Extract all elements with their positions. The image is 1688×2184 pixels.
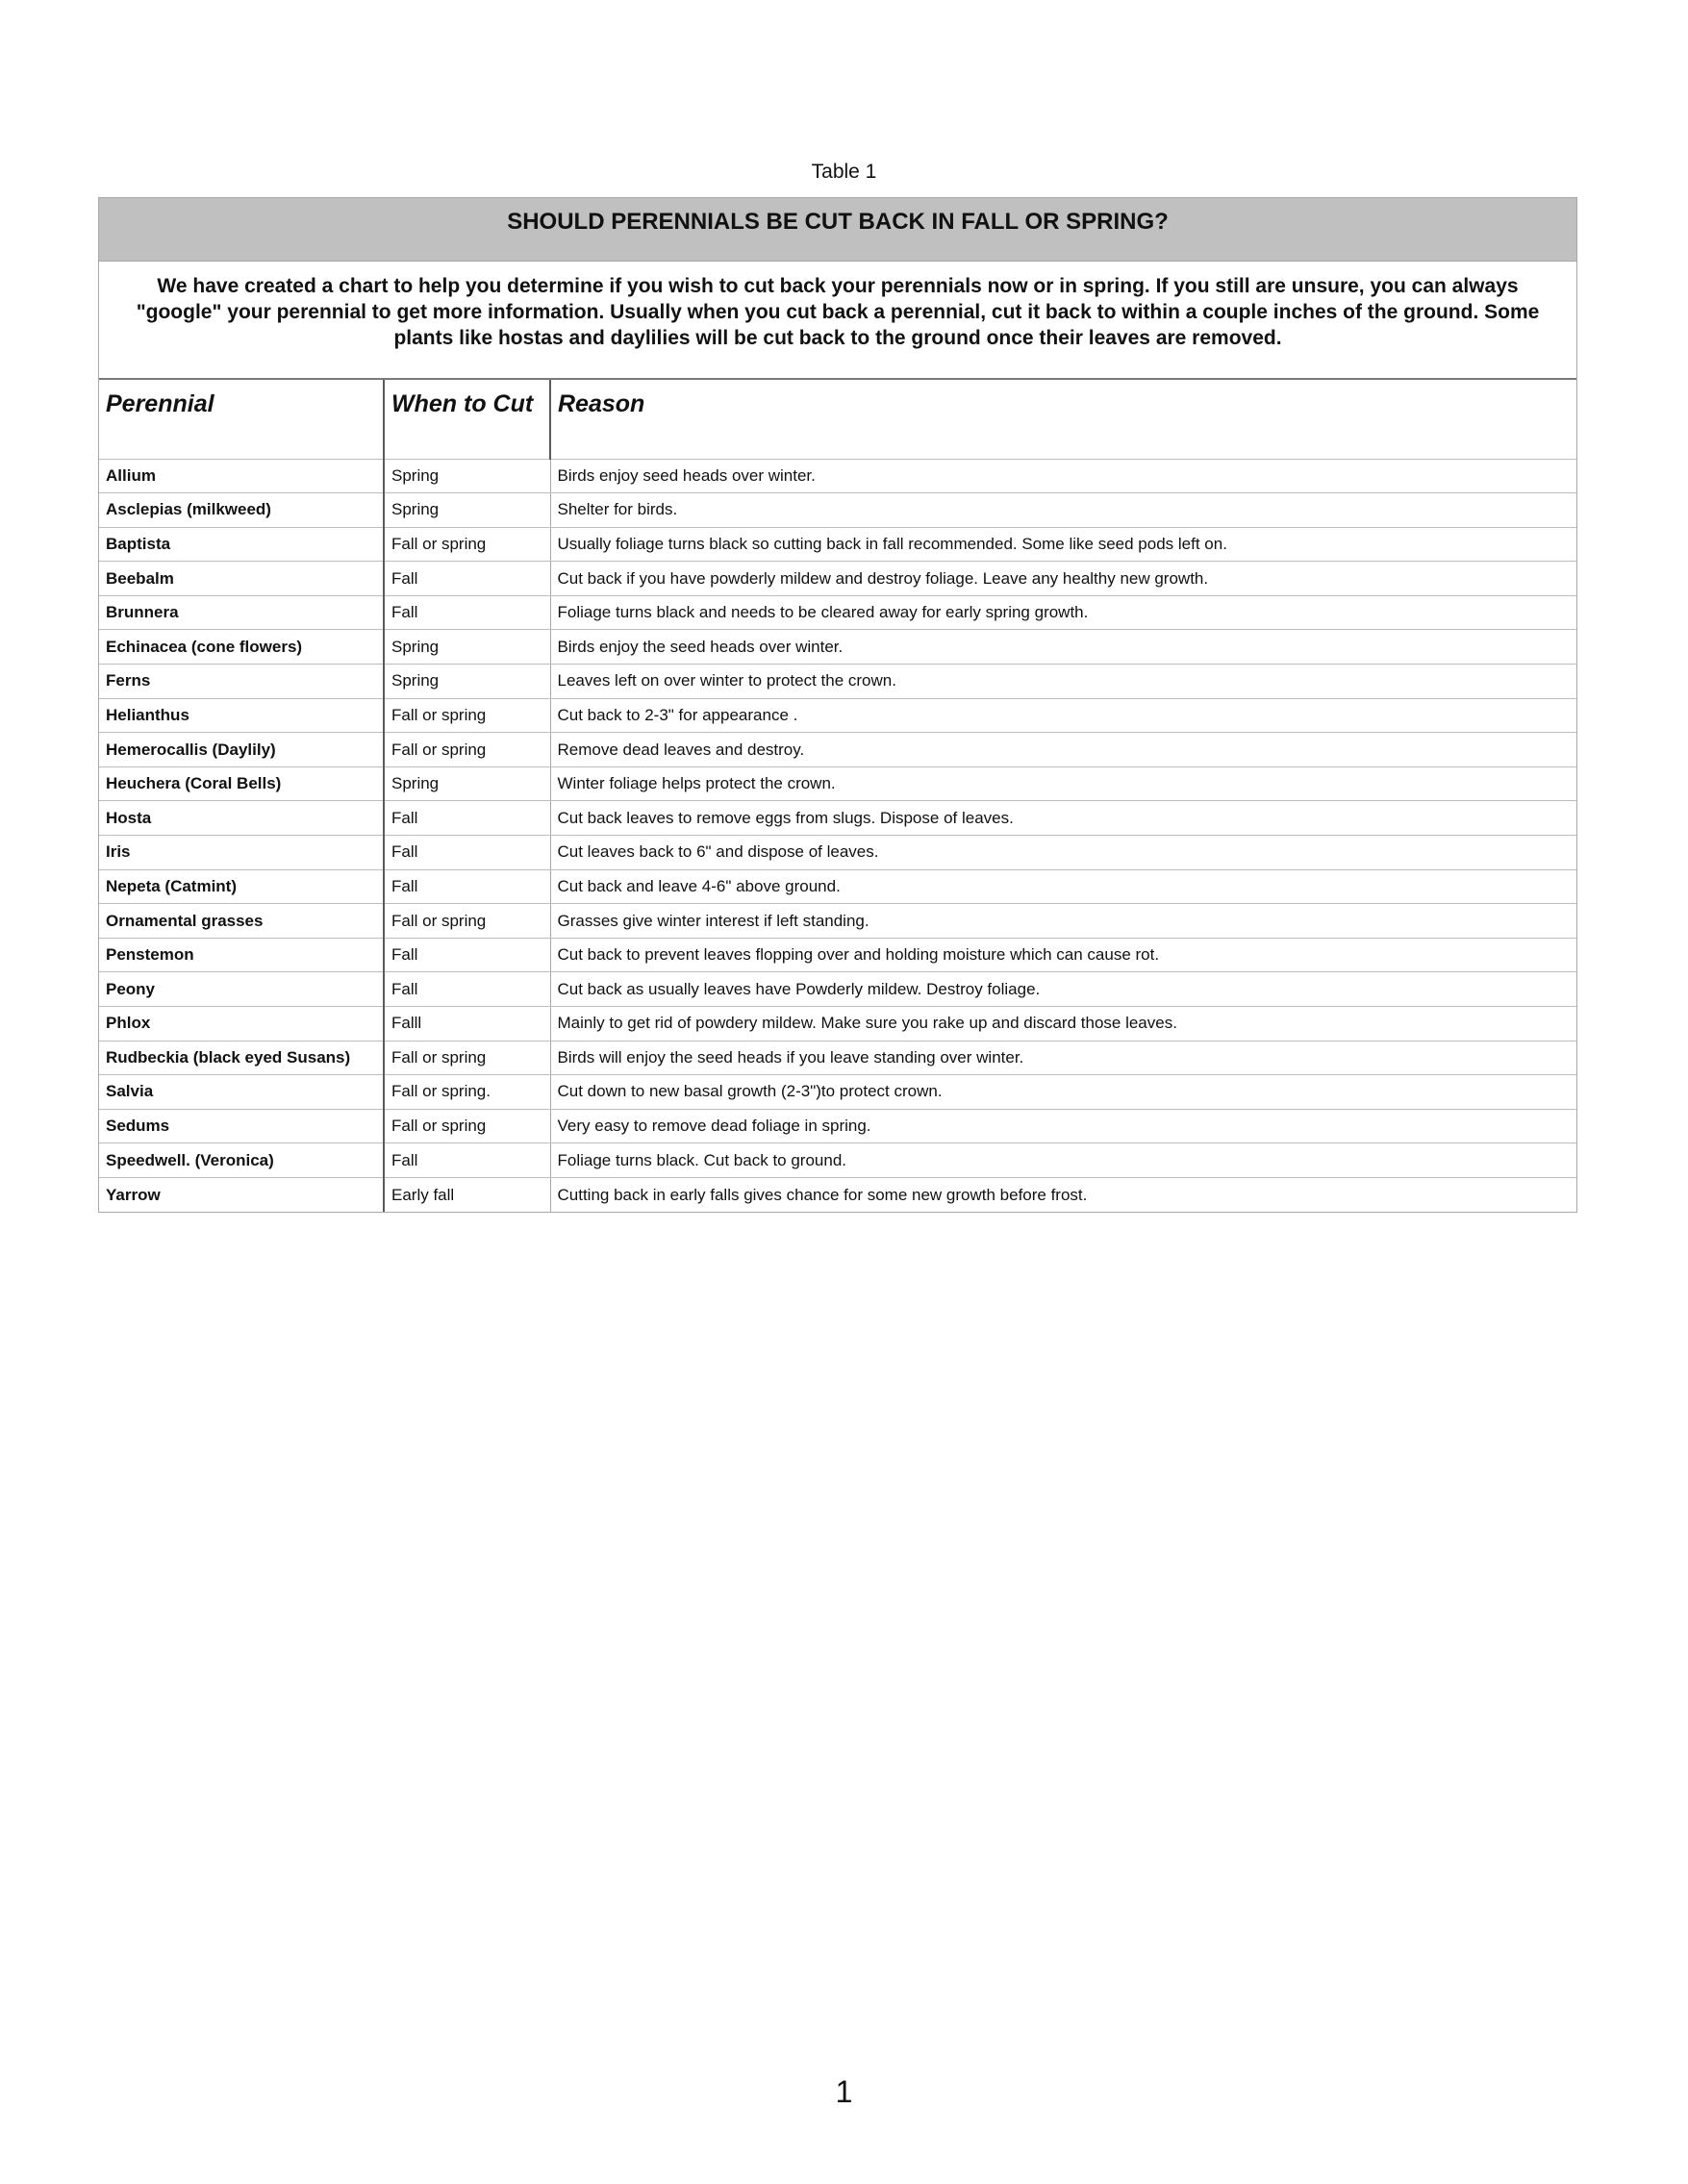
- when-to-cut-cell: Fall or spring: [384, 1041, 550, 1075]
- reason-cell: Birds enjoy seed heads over winter.: [550, 459, 1576, 493]
- when-to-cut-cell: Fall: [384, 972, 550, 1007]
- reason-cell: Cutting back in early falls gives chance for some new growth before frost.: [557, 1185, 1088, 1204]
- when-to-cut-cell: Fall or spring: [384, 733, 550, 767]
- perennial-name-cell: Iris: [99, 836, 384, 870]
- when-to-cut-cell: Fall or spring.: [384, 1075, 550, 1110]
- perennial-name-cell: Baptista: [99, 527, 384, 562]
- perennial-name-cell: Rudbeckia (black eyed Susans): [99, 1041, 384, 1075]
- when-to-cut-cell: Fall: [384, 595, 550, 630]
- reason-cell: Cut back leaves to remove eggs from slugs. Dispose of leaves.: [550, 801, 1576, 836]
- table-row: [99, 1041, 1576, 1075]
- perennial-cutting-chart: [98, 197, 1577, 1213]
- perennial-name-cell: Peony: [99, 972, 384, 1007]
- header-when-to-cut: When to Cut: [384, 380, 550, 459]
- when-to-cut-cell: Fall or spring: [384, 527, 550, 562]
- chart-title: SHOULD PERENNIALS BE CUT BACK IN FALL OR SPRING?: [99, 198, 1576, 262]
- reason-cell: Birds will enjoy the seed heads if you leave standing over winter.: [550, 1041, 1576, 1075]
- reason-cell: Usually foliage turns black so cutting back in fall recommended. Some like seed pods left on.: [550, 527, 1576, 562]
- perennial-name-cell: Allium: [99, 459, 384, 493]
- table-row: [99, 801, 1576, 836]
- table-row: [99, 527, 1576, 562]
- reason-cell: Cut back to prevent leaves flopping over and holding moisture which can cause rot.: [550, 938, 1576, 972]
- chart-intro: We have created a chart to help you determine if you wish to cut back your perennials now or in spring. If you still are unsure, you can always "google" your perennial to get more information. Usually when you cut back a perennial, cut it back to within a couple inches of the ground. Some plants like hostas and daylilies will be cut back to the ground once their leaves are removed.: [99, 262, 1576, 380]
- table-row: [99, 869, 1576, 904]
- reason-cell: Leaves left on over winter to protect the crown.: [550, 665, 1576, 699]
- when-to-cut-cell: Spring: [384, 630, 550, 665]
- table-row: [99, 836, 1576, 870]
- perennial-name-cell: Salvia: [99, 1075, 384, 1110]
- reason-cell: Foliage turns black. Cut back to ground.: [550, 1143, 1576, 1178]
- table-caption: Table 1: [811, 161, 877, 183]
- reason-cell: Winter foliage helps protect the crown.: [550, 766, 1576, 801]
- table-row: [99, 562, 1576, 596]
- table-row: [99, 1075, 1576, 1110]
- reason-cell: Cut back as usually leaves have Powderly mildew. Destroy foliage.: [550, 972, 1576, 1007]
- page-number: 1: [835, 2074, 853, 2109]
- perennial-name-cell: Helianthus: [99, 698, 384, 733]
- reason-cell: Cut down to new basal growth (2-3")to protect crown.: [550, 1075, 1576, 1110]
- when-to-cut-cell: Spring: [384, 459, 550, 493]
- header-perennial: Perennial: [99, 380, 384, 459]
- reason-cell: Very easy to remove dead foliage in spring.: [550, 1109, 1576, 1143]
- when-to-cut-cell: Fall or spring: [384, 904, 550, 939]
- when-to-cut-cell: Fall: [384, 562, 550, 596]
- when-to-cut-cell: Early fall: [384, 1177, 550, 1212]
- table-row: [99, 493, 1576, 528]
- perennial-name-cell: Hemerocallis (Daylily): [99, 733, 384, 767]
- perennial-name-cell: Yarrow: [99, 1177, 384, 1212]
- perennial-name-cell: Ornamental grasses: [99, 904, 384, 939]
- perennial-table: [99, 380, 1576, 1212]
- table-row: [99, 766, 1576, 801]
- table-row: [99, 459, 1576, 493]
- table-row: [99, 938, 1576, 972]
- table-row: [99, 595, 1576, 630]
- reason-cell: Cut back if you have powderly mildew and destroy foliage. Leave any healthy new growth.: [550, 562, 1576, 596]
- table-row: [99, 904, 1576, 939]
- when-to-cut-cell: Fall: [384, 836, 550, 870]
- when-to-cut-cell: Falll: [384, 1007, 550, 1042]
- reason-cell: Cut back to 2-3" for appearance .: [550, 698, 1576, 733]
- when-to-cut-cell: Fall or spring: [384, 1109, 550, 1143]
- reason-cell: Foliage turns black and needs to be cleared away for early spring growth.: [550, 595, 1576, 630]
- when-to-cut-cell: Fall: [384, 1143, 550, 1178]
- table-row: [99, 1007, 1576, 1042]
- when-to-cut-cell: Spring: [384, 493, 550, 528]
- perennial-name-cell: Asclepias (milkweed): [99, 493, 384, 528]
- perennial-name-cell: Penstemon: [99, 938, 384, 972]
- perennial-name-cell: Heuchera (Coral Bells): [99, 766, 384, 801]
- reason-cell: Remove dead leaves and destroy.: [550, 733, 1576, 767]
- perennial-name-cell: Beebalm: [99, 562, 384, 596]
- reason-cell: Cut back and leave 4-6" above ground.: [550, 869, 1576, 904]
- table-row: [99, 698, 1576, 733]
- reason-cell: Grasses give winter interest if left standing.: [550, 904, 1576, 939]
- perennial-name-cell: Hosta: [99, 801, 384, 836]
- reason-cell: Cut leaves back to 6" and dispose of leaves.: [550, 836, 1576, 870]
- perennial-name-cell: Phlox: [99, 1007, 384, 1042]
- reason-cell: Mainly to get rid of powdery mildew. Make sure you rake up and discard those leaves.: [550, 1007, 1576, 1042]
- table-row: [99, 972, 1576, 1007]
- perennial-name-cell: Speedwell. (Veronica): [99, 1143, 384, 1178]
- perennial-name-cell: Sedums: [99, 1109, 384, 1143]
- table-row: [99, 665, 1576, 699]
- table-row: [99, 630, 1576, 665]
- when-to-cut-cell: Fall: [384, 938, 550, 972]
- reason-cell: Birds enjoy the seed heads over winter.: [550, 630, 1576, 665]
- perennial-name-cell: Echinacea (cone flowers): [99, 630, 384, 665]
- perennial-name-cell: Brunnera: [99, 595, 384, 630]
- when-to-cut-cell: Fall: [384, 801, 550, 836]
- table-row: [99, 733, 1576, 767]
- table-row: [99, 1109, 1576, 1143]
- header-reason: Reason: [550, 380, 1576, 459]
- perennial-name-cell: Ferns: [99, 665, 384, 699]
- table-row: [99, 1177, 1576, 1212]
- table-row: [99, 1143, 1576, 1178]
- when-to-cut-cell: Fall or spring: [384, 698, 550, 733]
- when-to-cut-cell: Spring: [384, 766, 550, 801]
- when-to-cut-cell: Fall: [384, 869, 550, 904]
- header-row: [99, 380, 1576, 459]
- table-body: [99, 459, 1576, 1212]
- perennial-name-cell: Nepeta (Catmint): [99, 869, 384, 904]
- reason-cell: Shelter for birds.: [550, 493, 1576, 528]
- when-to-cut-cell: Spring: [384, 665, 550, 699]
